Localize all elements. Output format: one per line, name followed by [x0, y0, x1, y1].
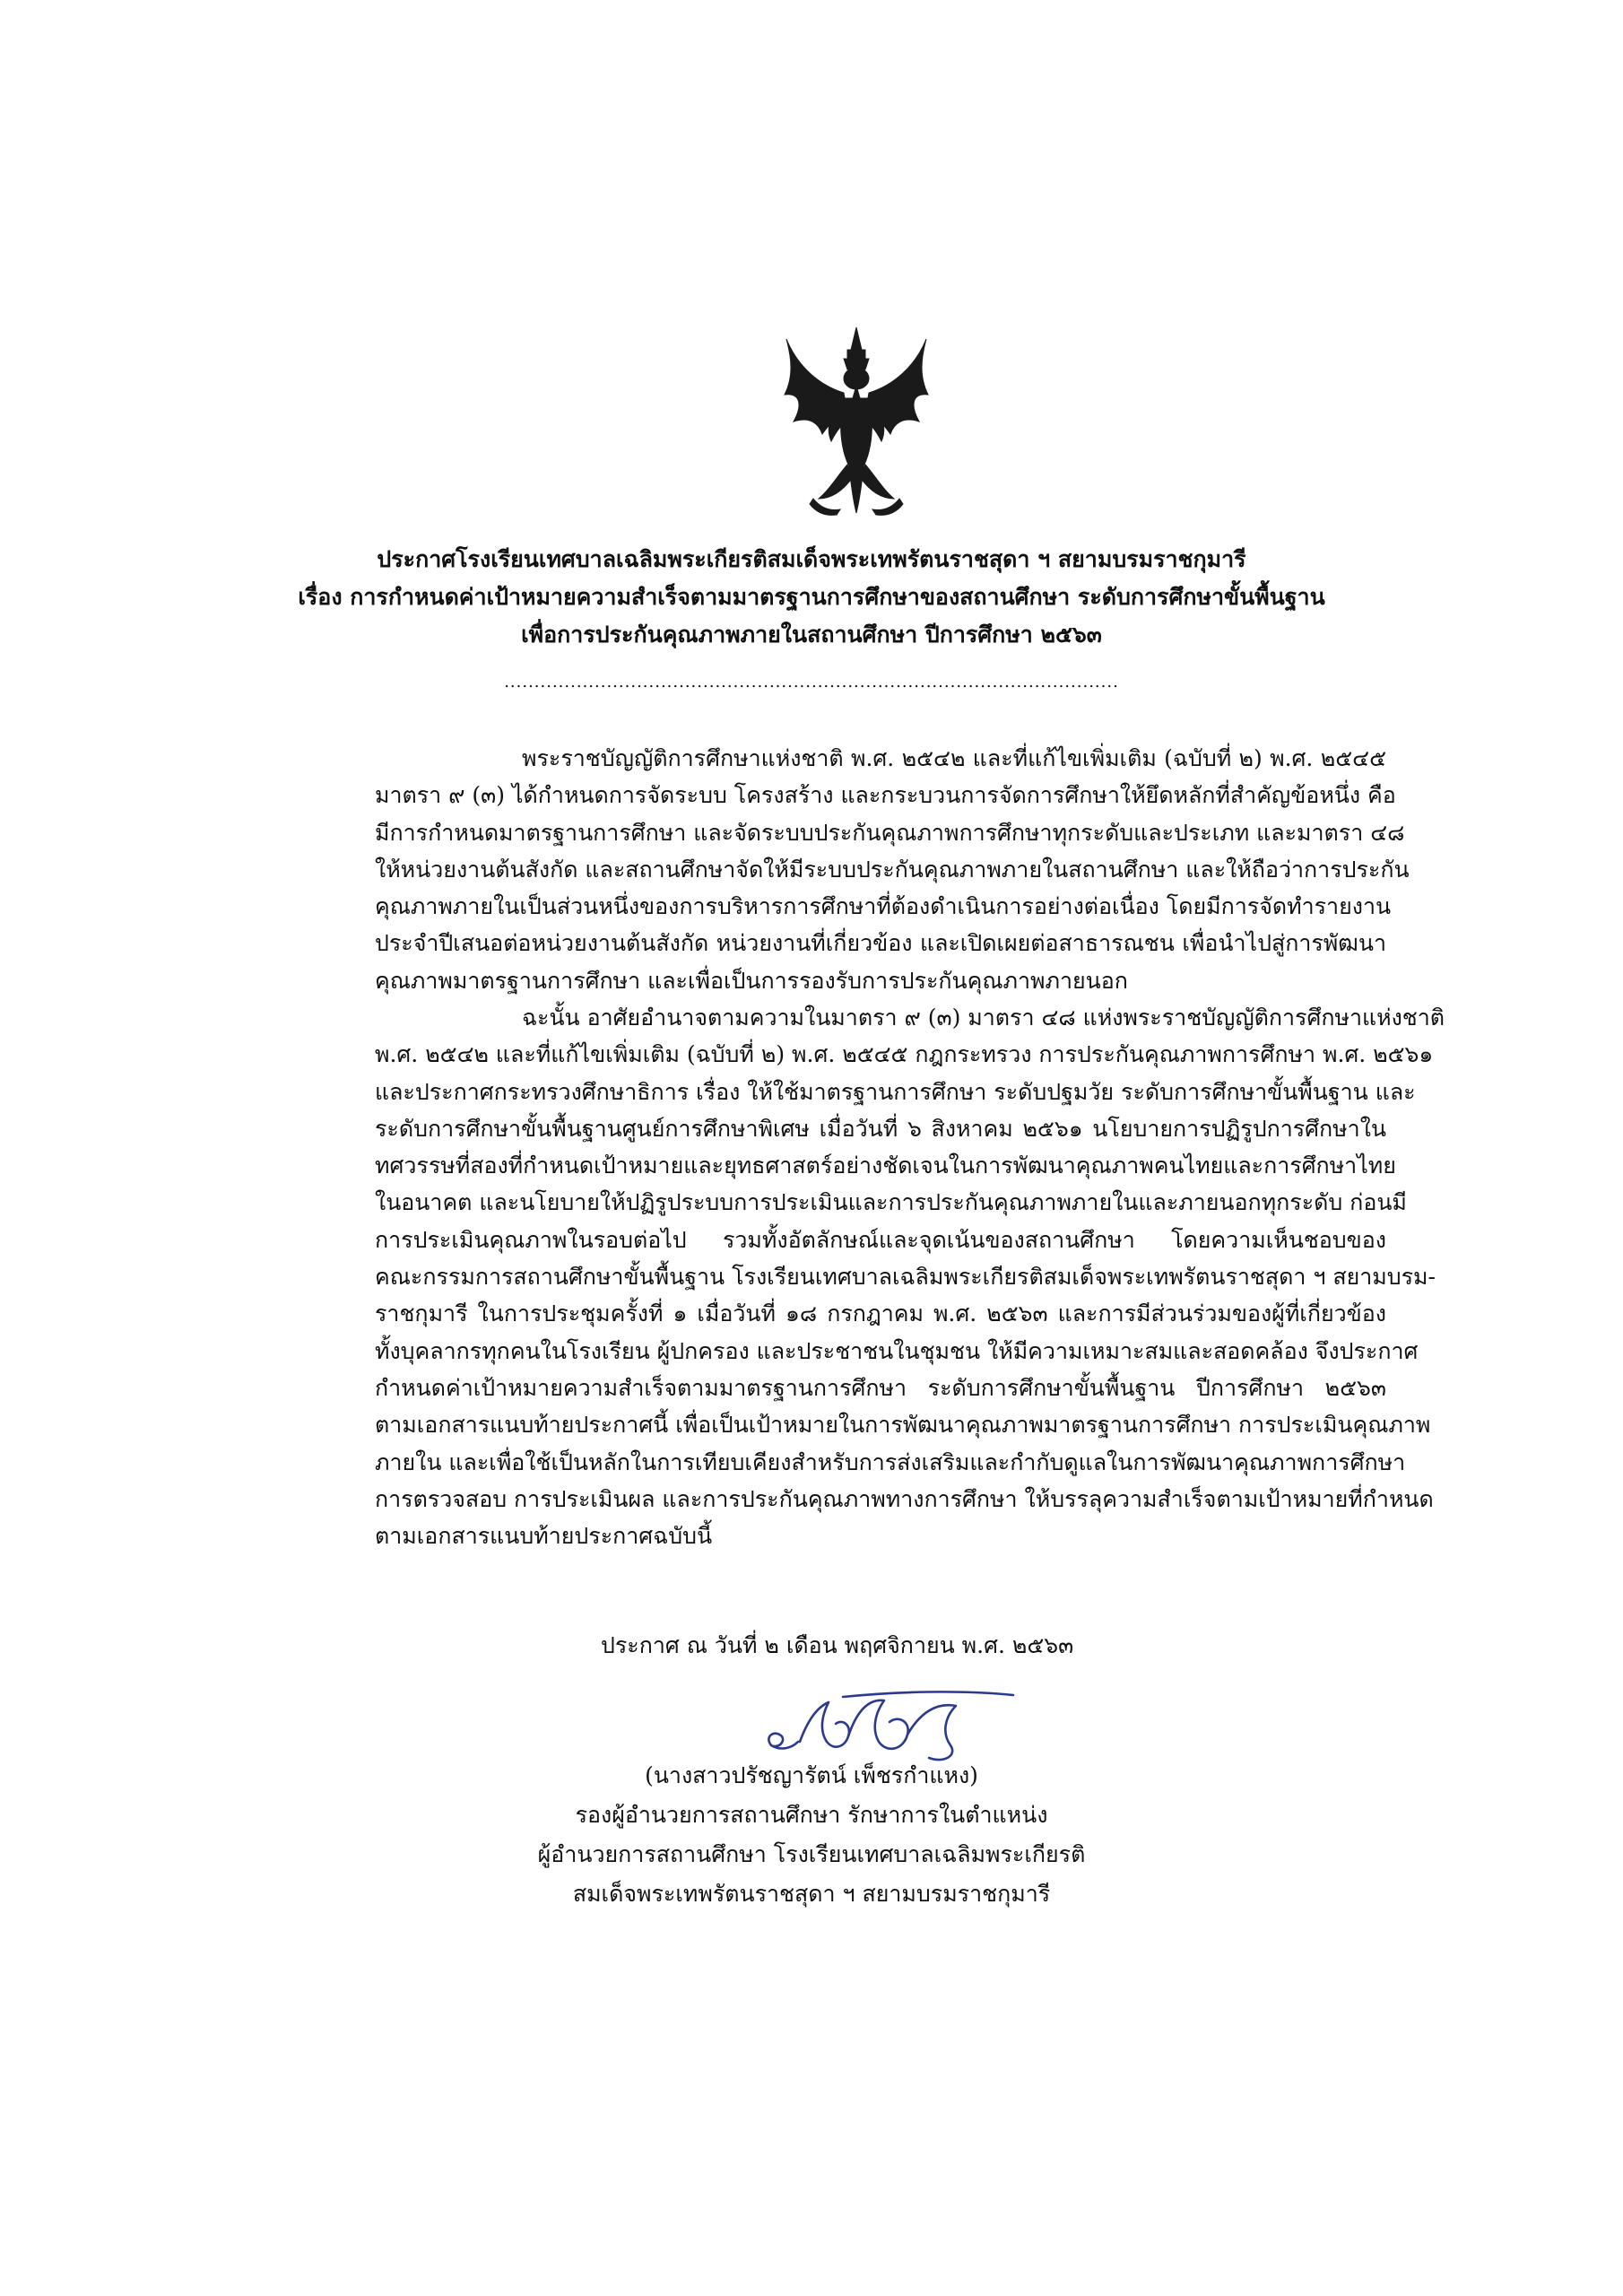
paragraph-1-line: ให้หน่วยงานต้นสังกัด และสถานศึกษาจัดให้มีระบบประกันคุณภาพภายในสถานศึกษา และให้ถือว่าการประกัน [375, 856, 1410, 883]
handwritten-signature [744, 1686, 1031, 1767]
paragraph-1-line: มีการกำหนดมาตรฐานการศึกษา และจัดระบบประกันคุณภาพการศึกษาทุกระดับและประเภท และมาตรา ๔๘ [375, 819, 1405, 846]
heading-line-2: เรื่อง การกำหนดค่าเป้าหมายความสำเร็จตามมาตรฐานการศึกษาของสถานศึกษา ระดับการศึกษาขั้นพื้นฐาน [298, 584, 1325, 610]
signatory-position: ผู้อำนวยการสถานศึกษา โรงเรียนเทศบาลเฉลิมพระเกียรติ [537, 1841, 1086, 1867]
heading-separator: ...................................................................................................... [504, 673, 1119, 691]
paragraph-2 [375, 999, 1445, 1554]
paragraph-2-line: ระดับการศึกษาขั้นพื้นฐานศูนย์การศึกษาพิเศษ เมื่อวันที่ ๖ สิงหาคม ๒๕๖๑ นโยบายการปฏิรูปการศึกษาใน [375, 1115, 1386, 1142]
paragraph-2-line: คณะกรรมการสถานศึกษาขั้นพื้นฐาน โรงเรียนเทศบาลเฉลิมพระเกียรติสมเด็จพระเทพรัตนราชสุดา ฯ สยามบรม- [375, 1264, 1436, 1291]
heading-line-3: เพื่อการประกันคุณภาพภายในสถานศึกษา ปีการศึกษา ๒๕๖๓ [521, 622, 1102, 648]
heading-line-1: ประกาศโรงเรียนเทศบาลเฉลิมพระเกียรติสมเด็จพระเทพรัตนราชสุดา ฯ สยามบรมราชกุมารี [377, 546, 1246, 572]
paragraph-2-line: ทั้งบุคลากรทุกคนในโรงเรียน ผู้ปกครอง และประชาชนในชุมชน ให้มีความเหมาะสมและสอดคล้อง จึงประกาศ [375, 1337, 1419, 1364]
paragraph-2-line: พ.ศ. ๒๕๔๒ และที่แก้ไขเพิ่มเติม (ฉบับที่ ๒) พ.ศ. ๒๕๔๕ กฎกระทรวง การประกันคุณภาพการศึกษา พ.ศ. ๒๕๖๑ [375, 1041, 1434, 1068]
paragraph-1-line: ประจำปีเสนอต่อหน่วยงานต้นสังกัด หน่วยงานที่เกี่ยวข้อง และเปิดเผยต่อสาธารณชน เพื่อนำไปสู่การพัฒนา [375, 930, 1386, 957]
garuda-emblem-icon [767, 323, 946, 520]
paragraph-2-line: การตรวจสอบ การประเมินผล และการประกันคุณภาพทางการศึกษา ให้บรรลุความสำเร็จตามเป้าหมายที่กำหนด [375, 1485, 1434, 1512]
paragraph-2-line: ทศวรรษที่สองที่กำหนดเป้าหมายและยุทธศาสตร์อย่างชัดเจนในการพัฒนาคุณภาพคนไทยและการศึกษาไทย [375, 1152, 1396, 1179]
paragraph-2-line: และประกาศกระทรวงศึกษาธิการ เรื่อง ให้ใช้มาตรฐานการศึกษา ระดับปฐมวัย ระดับการศึกษาขั้นพื้นฐาน และ [375, 1078, 1416, 1105]
paragraph-2-line: ตามเอกสารแนบท้ายประกาศนี้ เพื่อเป็นเป้าหมายในการพัฒนาคุณภาพมาตรฐานการศึกษา การประเมินคุณภาพ [375, 1412, 1431, 1439]
signatory-block [0, 1756, 1623, 1914]
signatory-name: (นางสาวปรัชญารัตน์ เพ็ชรกำแหง) [645, 1762, 978, 1788]
paragraph-2-line: ภายใน และเพื่อใช้เป็นหลักในการเทียบเคียงสำหรับการส่งเสริมและกำกับดูแลในการพัฒนาคุณภาพการศึกษา [375, 1448, 1406, 1475]
paragraph-2-line: ในอนาคต และนโยบายให้ปฏิรูประบบการประเมินและการประกันคุณภาพภายในและภายนอกทุกระดับ ก่อนมี [375, 1189, 1407, 1216]
signatory-position: รองผู้อำนวยการสถานศึกษา รักษาการในตำแหน่ง [575, 1802, 1048, 1828]
paragraph-1-line: มาตรา ๙ (๓) ได้กำหนดการจัดระบบ โครงสร้าง และกระบวนการจัดการศึกษาให้ยึดหลักที่สำคัญข้อหนึ่ง คือ [375, 782, 1396, 809]
announcement-heading [0, 541, 1623, 654]
paragraph-1 [375, 740, 1410, 999]
paragraph-2-line: กำหนดค่าเป้าหมายความสำเร็จตามมาตรฐานการศึกษา ระดับการศึกษาขั้นพื้นฐาน ปีการศึกษา ๒๕๖๓ [375, 1374, 1386, 1401]
paragraph-2-line: ตามเอกสารแนบท้ายประกาศฉบับนี้ [375, 1523, 713, 1550]
paragraph-1-line: คุณภาพภายในเป็นส่วนหนึ่งของการบริหารการศึกษาที่ต้องดำเนินการอย่างต่อเนื่อง โดยมีการจัดทำรายงาน [375, 893, 1392, 920]
signatory-position: สมเด็จพระเทพรัตนราชสุดา ฯ สยามบรมราชกุมารี [572, 1881, 1051, 1907]
paragraph-1-line: คุณภาพมาตรฐานการศึกษา และเพื่อเป็นการรองรับการประกันคุณภาพภายนอก [375, 967, 1128, 994]
paragraph-2-line: ฉะนั้น อาศัยอำนาจตามความในมาตรา ๙ (๓) มาตรา ๔๘ แห่งพระราชบัญญัติการศึกษาแห่งชาติ [522, 1004, 1445, 1031]
paragraph-2-line: การประเมินคุณภาพในรอบต่อไป รวมทั้งอัตลักษณ์และจุดเน้นของสถานศึกษา โดยความเห็นชอบของ [375, 1226, 1386, 1253]
paragraph-2-line: ราชกุมารี ในการประชุมครั้งที่ ๑ เมื่อวันที่ ๑๘ กรกฎาคม พ.ศ. ๒๕๖๓ และการมีส่วนร่วมของผู้ที่เกี่ยวข้อง [375, 1300, 1386, 1327]
announcement-date: ประกาศ ณ วันที่ ๒ เดือน พฤศจิกายน พ.ศ. ๒๕๖๓ [601, 1632, 1074, 1658]
paragraph-1-line: พระราชบัญญัติการศึกษาแห่งชาติ พ.ศ. ๒๕๔๒ และที่แก้ไขเพิ่มเติม (ฉบับที่ ๒) พ.ศ. ๒๕๔๕ [522, 745, 1386, 771]
